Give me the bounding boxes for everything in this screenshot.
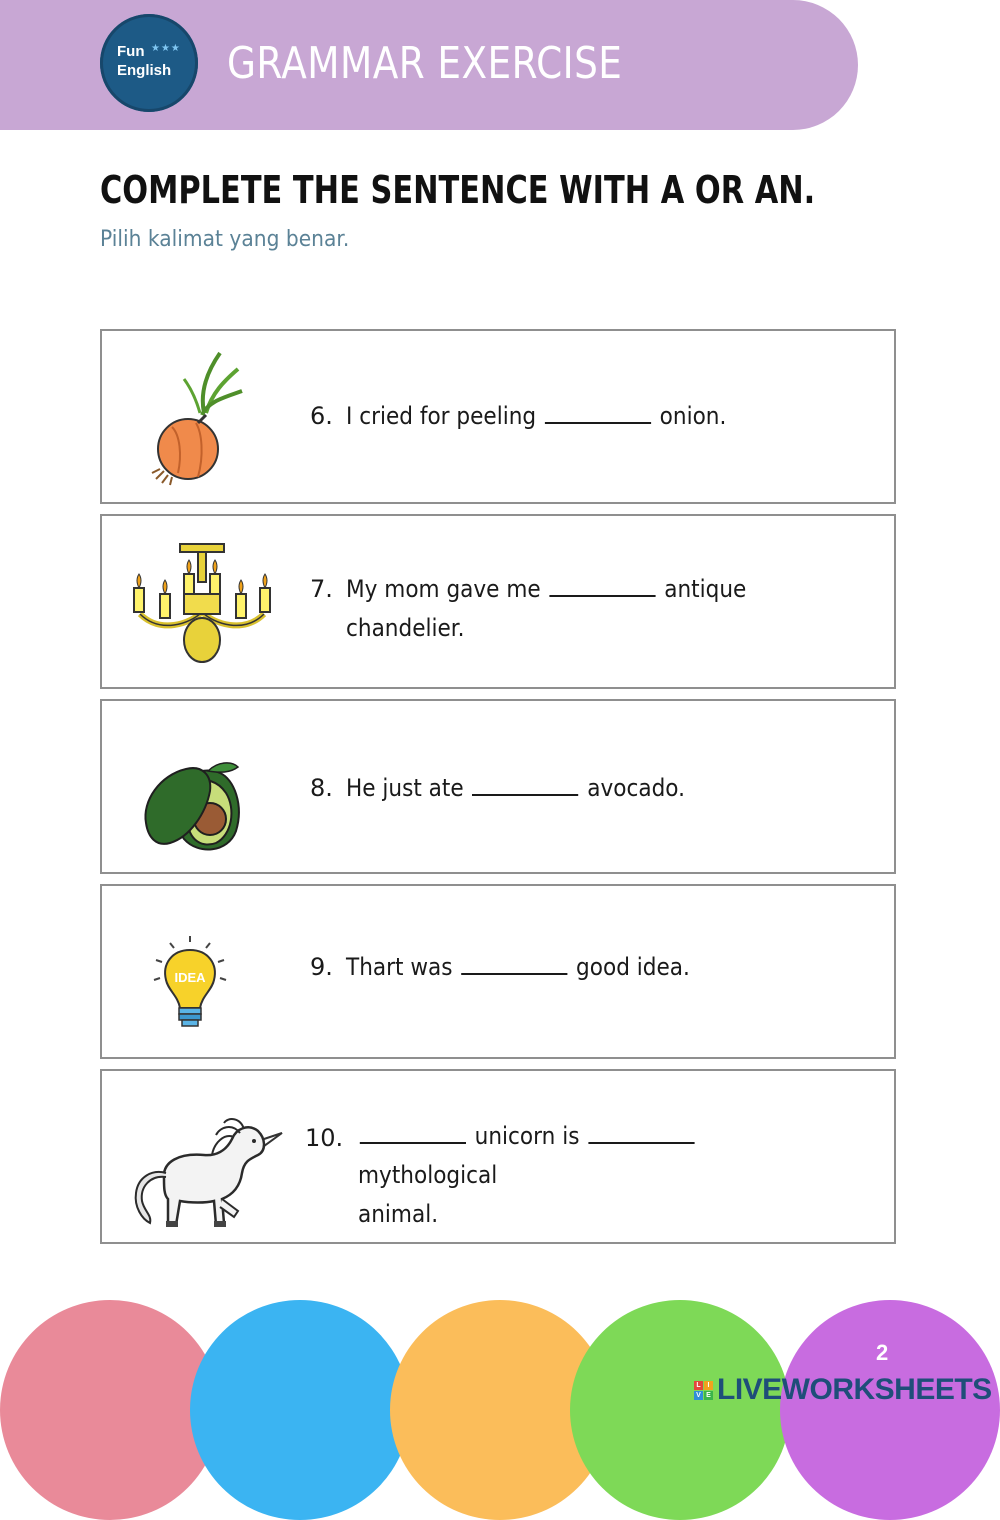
question-number: 9.: [310, 953, 333, 981]
light-bulb-icon: [120, 898, 285, 1048]
footer-circle-pink: [0, 1300, 220, 1520]
question-number: 7.: [310, 575, 333, 603]
question-card-7: [100, 514, 896, 689]
answer-blank[interactable]: [472, 774, 578, 796]
question-text: [358, 1117, 840, 1234]
instruction-subheading: Pilih kalimat yang benar.: [100, 227, 350, 252]
sentence-part: antique: [664, 575, 747, 603]
question-number: 10.: [305, 1124, 344, 1152]
logo-letter: I: [704, 1381, 713, 1390]
answer-blank[interactable]: [461, 953, 567, 975]
logo-text-fun: Fun: [117, 43, 145, 60]
answer-blank[interactable]: [360, 1122, 466, 1144]
page-title: GRAMMAR EXERCISE: [227, 38, 623, 89]
answer-blank[interactable]: [549, 575, 655, 597]
question-number: 8.: [310, 774, 333, 802]
question-text: [346, 570, 746, 648]
page-number: 2: [876, 1340, 889, 1365]
logo-letter: L: [694, 1381, 703, 1390]
sentence-part: He just ate: [346, 774, 464, 802]
sentence-part: onion.: [659, 402, 727, 430]
logo-stars-icon: ★★★: [151, 43, 181, 54]
avocado-icon: [120, 713, 285, 863]
answer-blank[interactable]: [545, 402, 651, 424]
question-text: [346, 769, 685, 808]
question-card-9: [100, 884, 896, 1059]
liveworksheets-logo-icon: [694, 1381, 713, 1400]
logo-letter: E: [704, 1391, 713, 1400]
logo-letter: V: [694, 1391, 703, 1400]
unicorn-icon: [120, 1083, 285, 1233]
onion-icon: [120, 343, 285, 493]
fun-english-logo: [100, 14, 198, 112]
footer-circle-blue: [190, 1300, 410, 1520]
logo-text-english: English: [117, 62, 172, 79]
liveworksheets-brand[interactable]: [694, 1374, 992, 1406]
sentence-part: Thart was: [346, 953, 453, 981]
question-text: [346, 397, 726, 436]
question-card-8: [100, 699, 896, 874]
question-card-10: [100, 1069, 896, 1244]
bulb-label: IDEA: [174, 970, 206, 985]
liveworksheets-wordmark: LIVEWORKSHEETS: [717, 1373, 992, 1406]
answer-blank[interactable]: [588, 1122, 694, 1144]
sentence-part: good idea.: [576, 953, 690, 981]
sentence-part: My mom gave me: [346, 575, 541, 603]
sentence-part: mythological: [358, 1161, 498, 1189]
footer-circle-purple: [780, 1300, 1000, 1520]
question-number: 6.: [310, 402, 333, 430]
footer-circle-green: [570, 1300, 790, 1520]
sentence-part: animal.: [358, 1200, 439, 1228]
sentence-part: chandelier.: [346, 614, 465, 642]
question-text: [346, 948, 690, 987]
sentence-part: unicorn is: [474, 1122, 580, 1150]
chandelier-icon: [120, 528, 285, 678]
sentence-part: I cried for peeling: [346, 402, 537, 430]
question-card-6: [100, 329, 896, 504]
instruction-heading: COMPLETE THE SENTENCE WITH A OR AN.: [100, 168, 816, 212]
sentence-part: avocado.: [587, 774, 685, 802]
